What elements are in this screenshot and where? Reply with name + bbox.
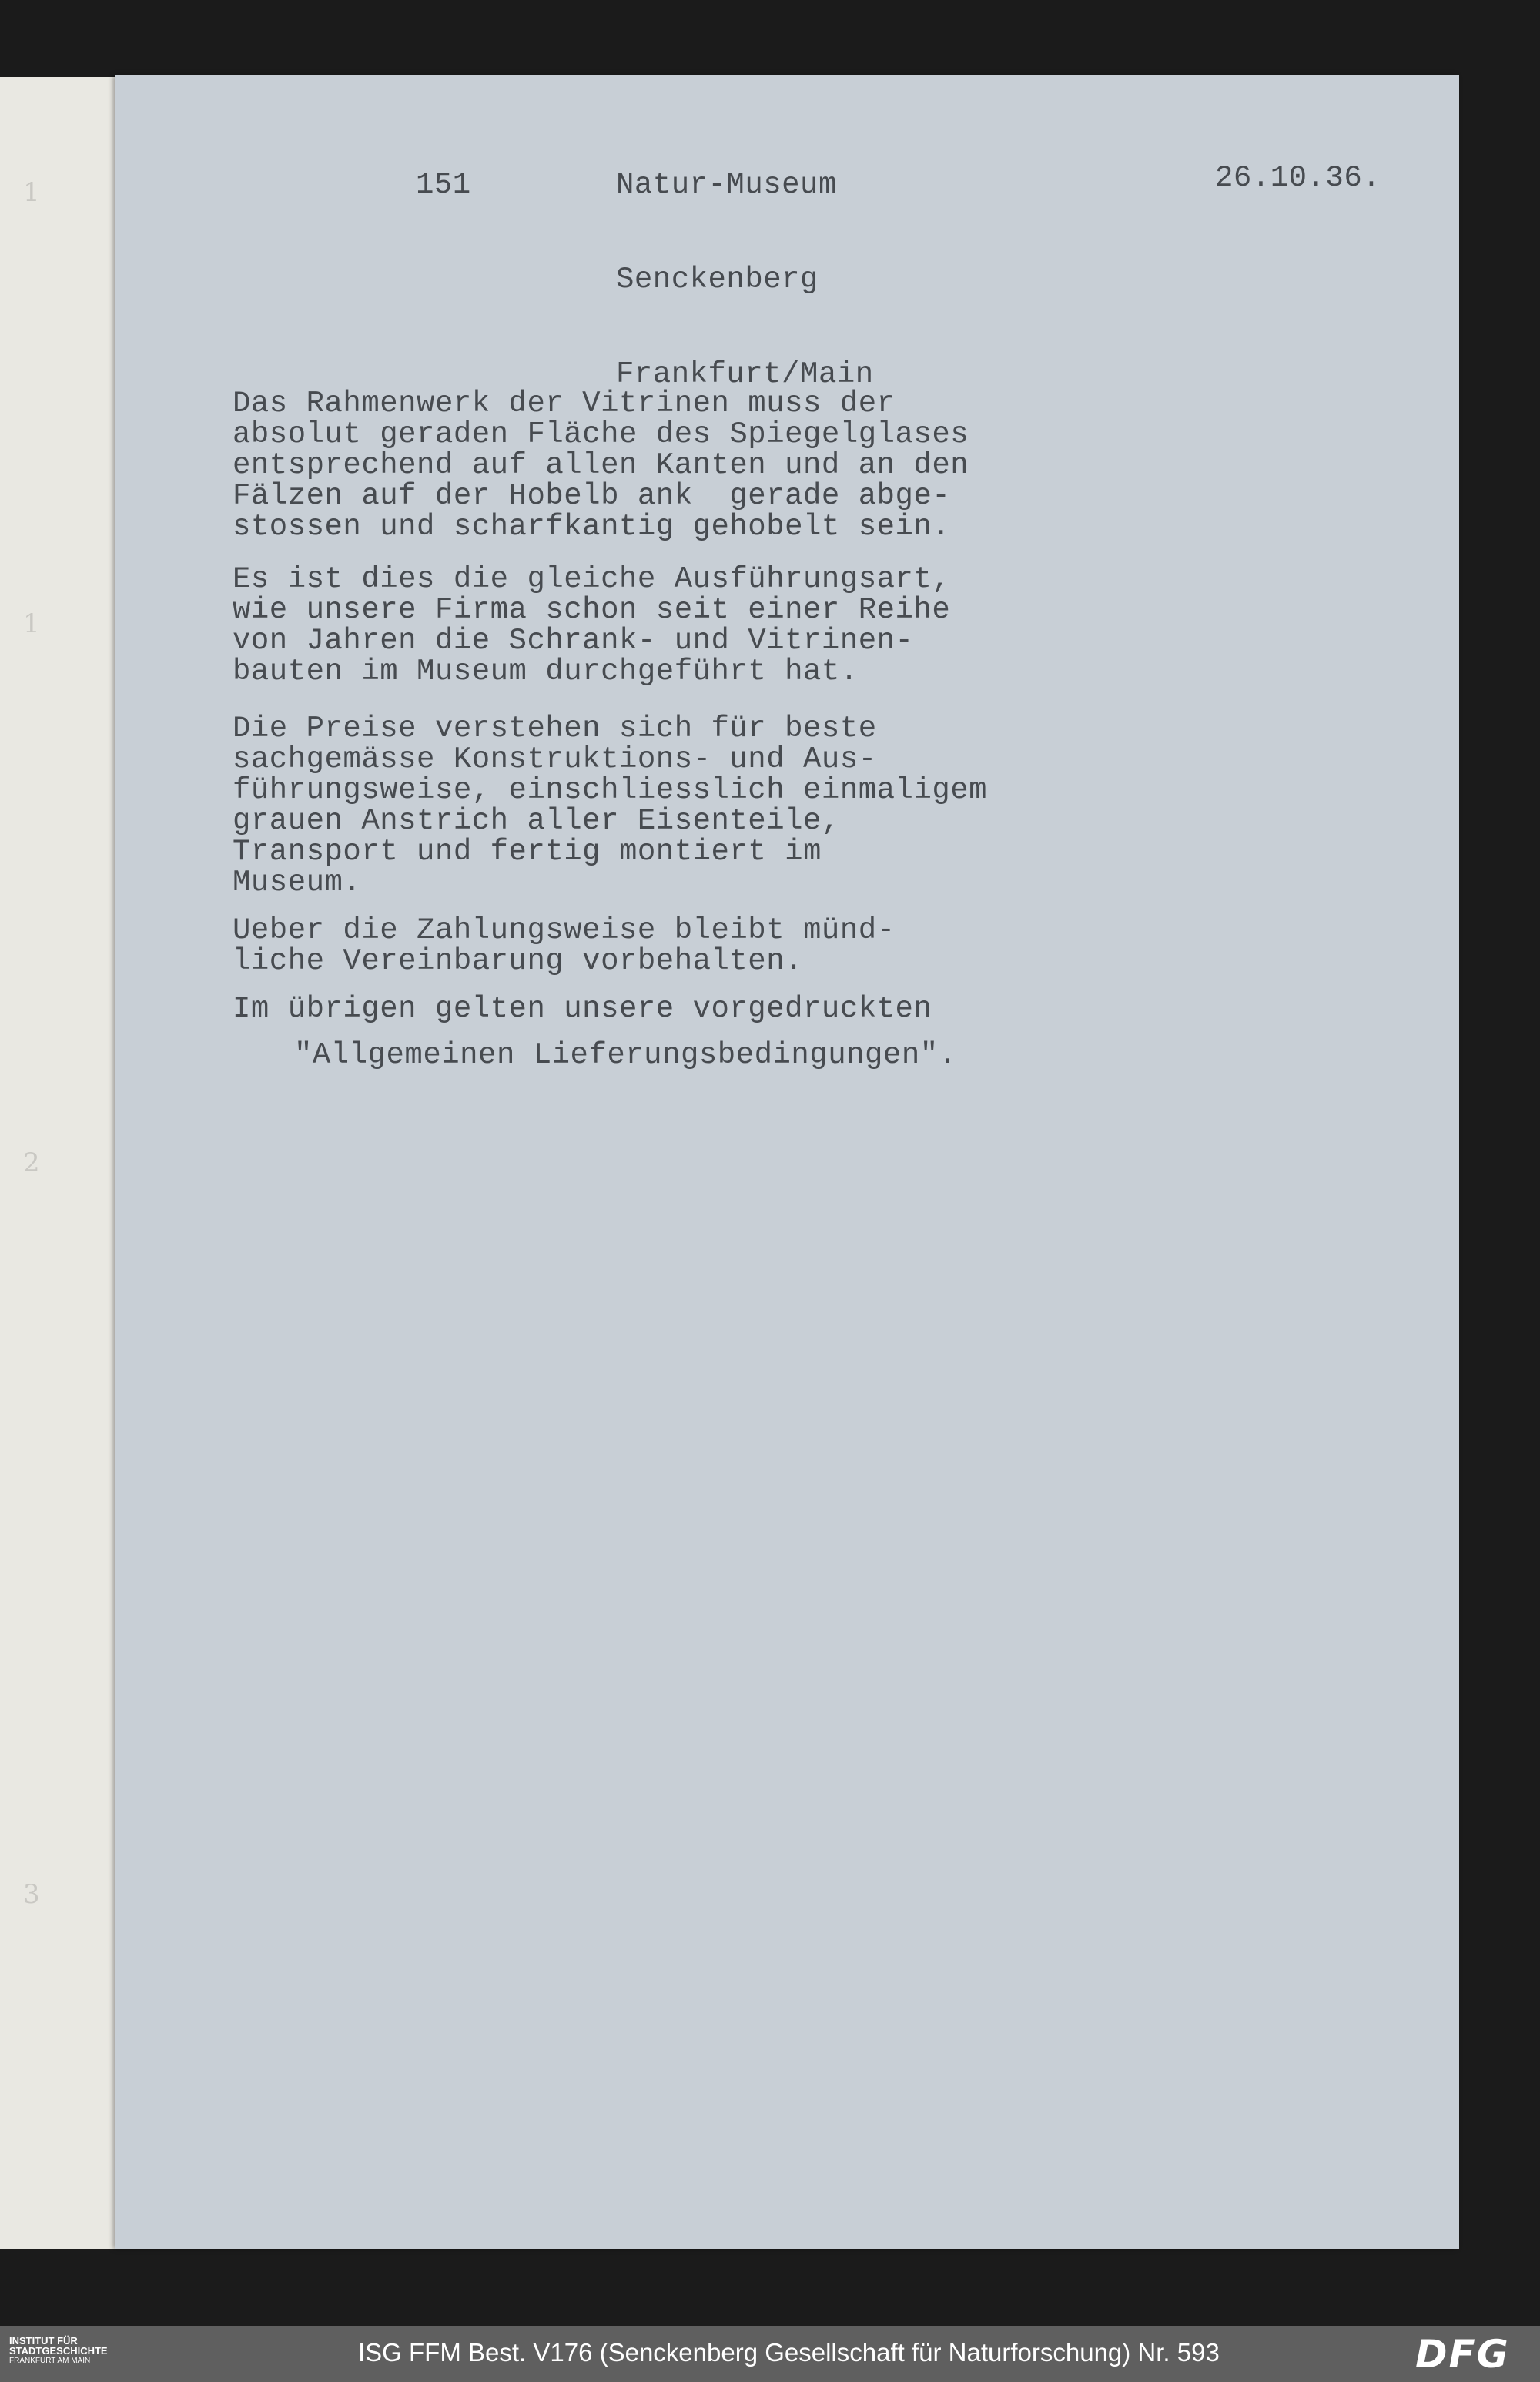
institute-logo-line: INSTITUT FÜR xyxy=(9,2335,78,2347)
paragraph xyxy=(233,564,950,687)
text-line: bauten im Museum durchgeführt hat. xyxy=(233,655,859,688)
text-line: Das Rahmenwerk der Vitrinen muss der xyxy=(233,387,896,420)
under-page-mark: 1 xyxy=(23,608,40,639)
paragraph xyxy=(233,993,932,1024)
text-line: stossen und scharfkantig gehobelt sein. xyxy=(233,510,951,544)
text-line: von Jahren die Schrank- und Vitrinen- xyxy=(233,624,914,658)
letterhead-line: Senckenberg xyxy=(616,263,819,296)
text-line: Es ist dies die gleiche Ausführungsart, xyxy=(233,562,951,596)
text-line: Ueber die Zahlungsweise bleibt münd- xyxy=(233,913,896,947)
text-line: absolut geraden Fläche des Spiegelglases xyxy=(233,417,969,451)
text-line: grauen Anstrich aller Eisenteile, xyxy=(233,804,840,838)
text-line: Museum. xyxy=(233,866,362,900)
text-line: entsprechend auf allen Kanten und an den xyxy=(233,448,969,482)
institute-logo xyxy=(9,2336,132,2366)
text-line: führungsweise, einschliesslich einmaligem xyxy=(233,773,988,807)
page-number: 151 xyxy=(416,168,471,202)
paragraph xyxy=(233,388,969,542)
paragraph xyxy=(294,1040,957,1070)
text-line: liche Vereinbarung vorbehalten. xyxy=(233,944,804,978)
institute-logo-line: FRANKFURT AM MAIN xyxy=(9,2357,91,2365)
institute-logo-line: STADTGESCHICHTE xyxy=(9,2345,108,2357)
letterhead-line: Frankfurt/Main xyxy=(616,357,874,391)
document-page xyxy=(116,75,1459,2249)
paragraph xyxy=(233,713,987,898)
text-line: wie unsere Firma schon seit einer Reihe xyxy=(233,593,951,627)
under-page-mark: 1 xyxy=(23,177,40,208)
text-line: Die Preise verstehen sich für beste xyxy=(233,712,877,745)
text-line: Fälzen auf der Hobelb ank gerade abge- xyxy=(233,479,951,513)
underlying-page xyxy=(0,77,119,2249)
under-page-mark: 3 xyxy=(23,1879,40,1910)
archive-caption: ISG FFM Best. V176 (Senckenberg Gesellschaft für Naturforschung) Nr. 593 xyxy=(358,2338,1220,2367)
text-line: sachgemässe Konstruktions- und Aus- xyxy=(233,742,877,776)
under-page-mark: 2 xyxy=(23,1147,40,1178)
dfg-logo: DFG xyxy=(1415,2332,1510,2377)
text-line: Transport und fertig montiert im xyxy=(233,835,822,869)
text-line: "Allgemeinen Lieferungsbedingungen". xyxy=(294,1038,957,1072)
letter-date: 26.10.36. xyxy=(1215,161,1381,195)
text-line: Im übrigen gelten unsere vorgedruckten xyxy=(233,992,932,1026)
letterhead-line: Natur-Museum xyxy=(616,168,837,202)
paragraph xyxy=(233,915,896,977)
footer-bar xyxy=(0,2326,1540,2382)
